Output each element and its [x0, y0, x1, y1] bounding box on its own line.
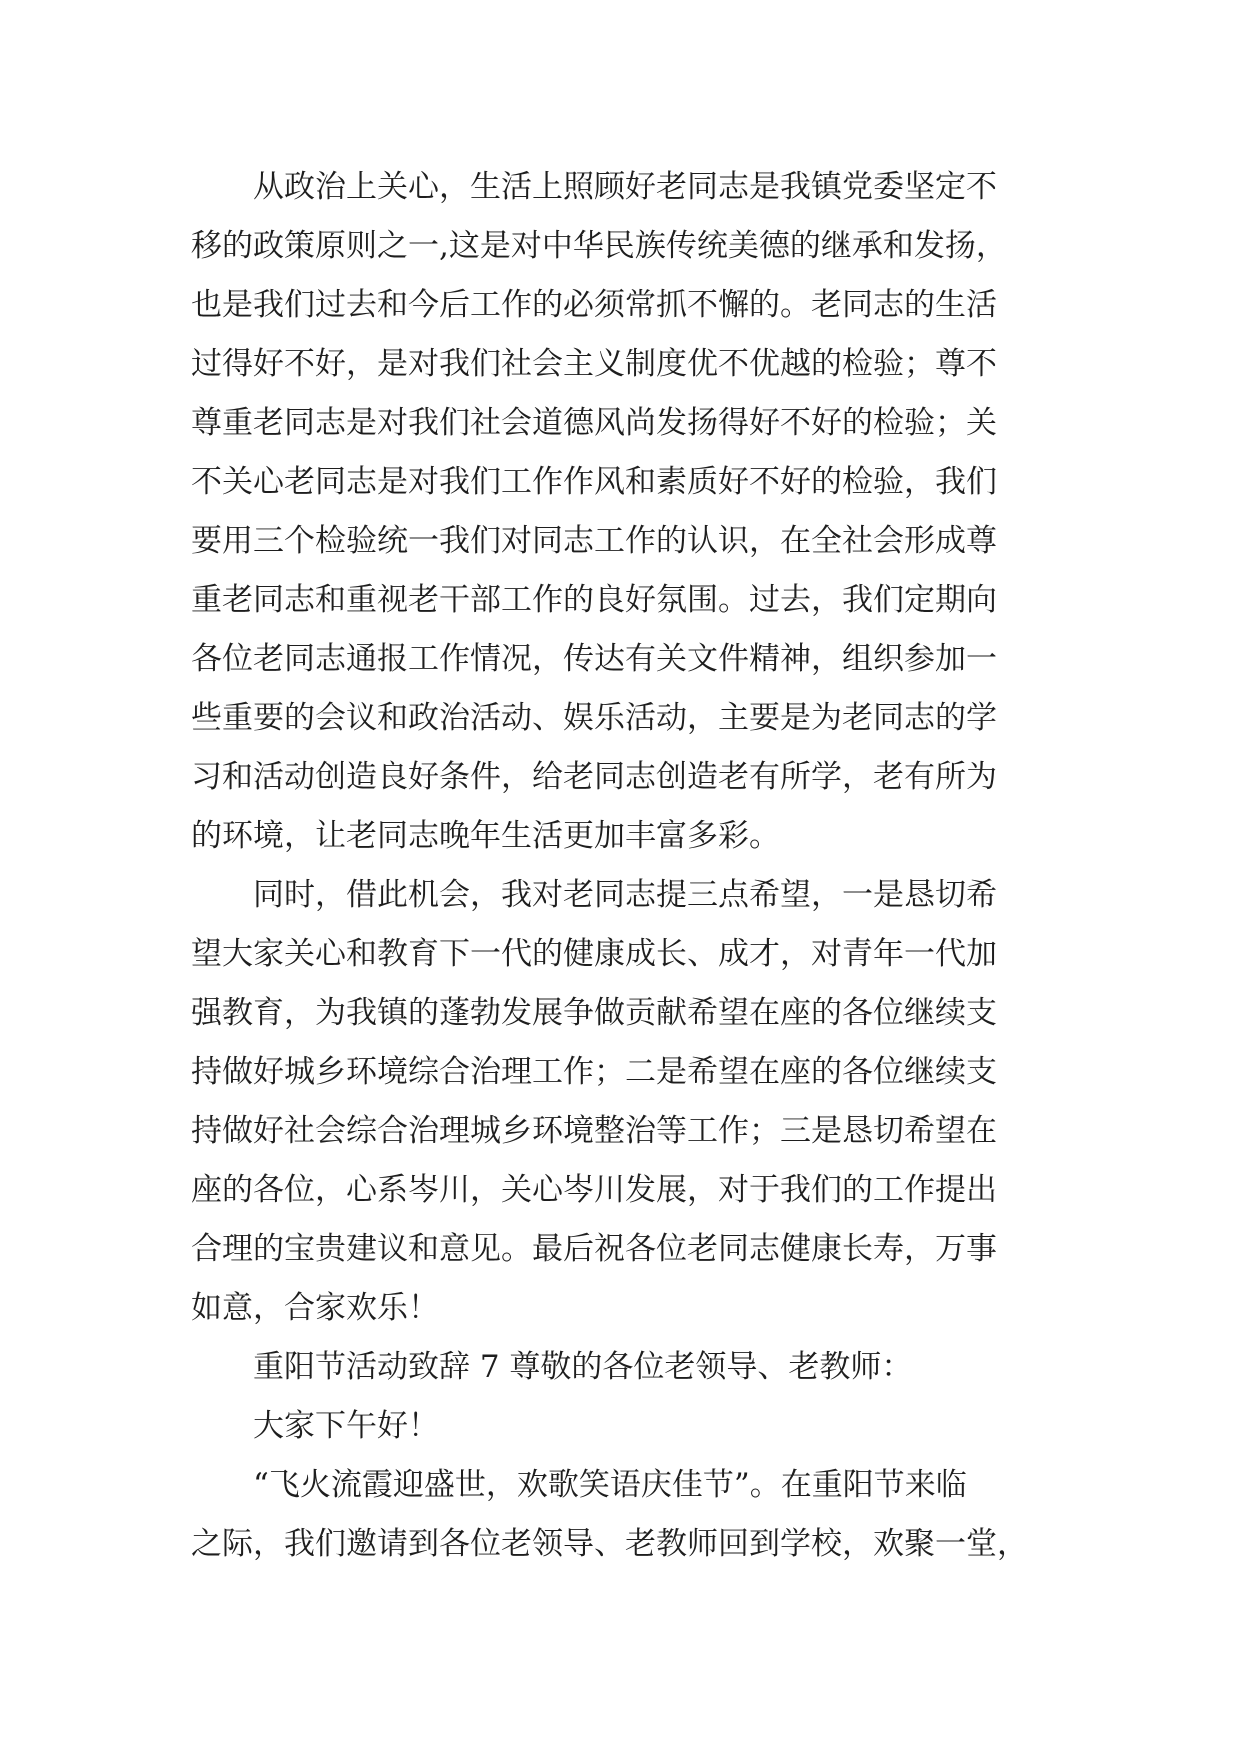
- text-line: 各位老同志通报工作情况，传达有关文件精神，组织参加一: [191, 641, 997, 677]
- document-body: [191, 158, 1091, 1574]
- text-line: 习和活动创造良好条件，给老同志创造老有所学，老有所为: [191, 759, 997, 795]
- text-line: 如意，合家欢乐！: [191, 1290, 439, 1326]
- text-line: 之际，我们邀请到各位老领导、老教师回到学校，欢聚一堂，: [191, 1526, 1028, 1562]
- text-line: 尊重老同志是对我们社会道德风尚发扬得好不好的检验；关: [191, 405, 997, 441]
- text-line: “飞火流霞迎盛世，欢歌笑语庆佳节”。在重阳节来临: [253, 1467, 967, 1503]
- text-line: 不关心老同志是对我们工作作风和素质好不好的检验，我们: [191, 464, 997, 500]
- text-line: 的环境，让老同志晚年生活更加丰富多彩。: [191, 818, 780, 854]
- text-line: 过得好不好，是对我们社会主义制度优不优越的检验；尊不: [191, 346, 997, 382]
- text-line: 从政治上关心，生活上照顾好老同志是我镇党委坚定不: [253, 169, 997, 205]
- text-line: 持做好城乡环境综合治理工作；二是希望在座的各位继续支: [191, 1054, 997, 1090]
- greeting-line: 大家下午好！: [253, 1408, 439, 1444]
- text-line: 望大家关心和教育下一代的健康成长、成才，对青年一代加: [191, 936, 997, 972]
- text-line: 座的各位，心系岑川，关心岑川发展，对于我们的工作提出: [191, 1172, 997, 1208]
- text-line: 合理的宝贵建议和意见。最后祝各位老同志健康长寿，万事: [191, 1231, 997, 1267]
- section-heading: 重阳节活动致辞 7 尊敬的各位老领导、老教师：: [253, 1349, 913, 1385]
- text-line: 也是我们过去和今后工作的必须常抓不懈的。老同志的生活: [191, 287, 997, 323]
- text-line: 移的政策原则之一,这是对中华民族传统美德的继承和发扬，: [191, 228, 1007, 264]
- text-line: 要用三个检验统一我们对同志工作的认识，在全社会形成尊: [191, 523, 997, 559]
- text-line: 重老同志和重视老干部工作的良好氛围。过去，我们定期向: [191, 582, 997, 618]
- text-line: 持做好社会综合治理城乡环境整治等工作；三是恳切希望在: [191, 1113, 997, 1149]
- text-line: 些重要的会议和政治活动、娱乐活动，主要是为老同志的学: [191, 700, 997, 736]
- text-line: 同时，借此机会，我对老同志提三点希望，一是恳切希: [253, 877, 997, 913]
- text-line: 强教育，为我镇的蓬勃发展争做贡献希望在座的各位继续支: [191, 995, 997, 1031]
